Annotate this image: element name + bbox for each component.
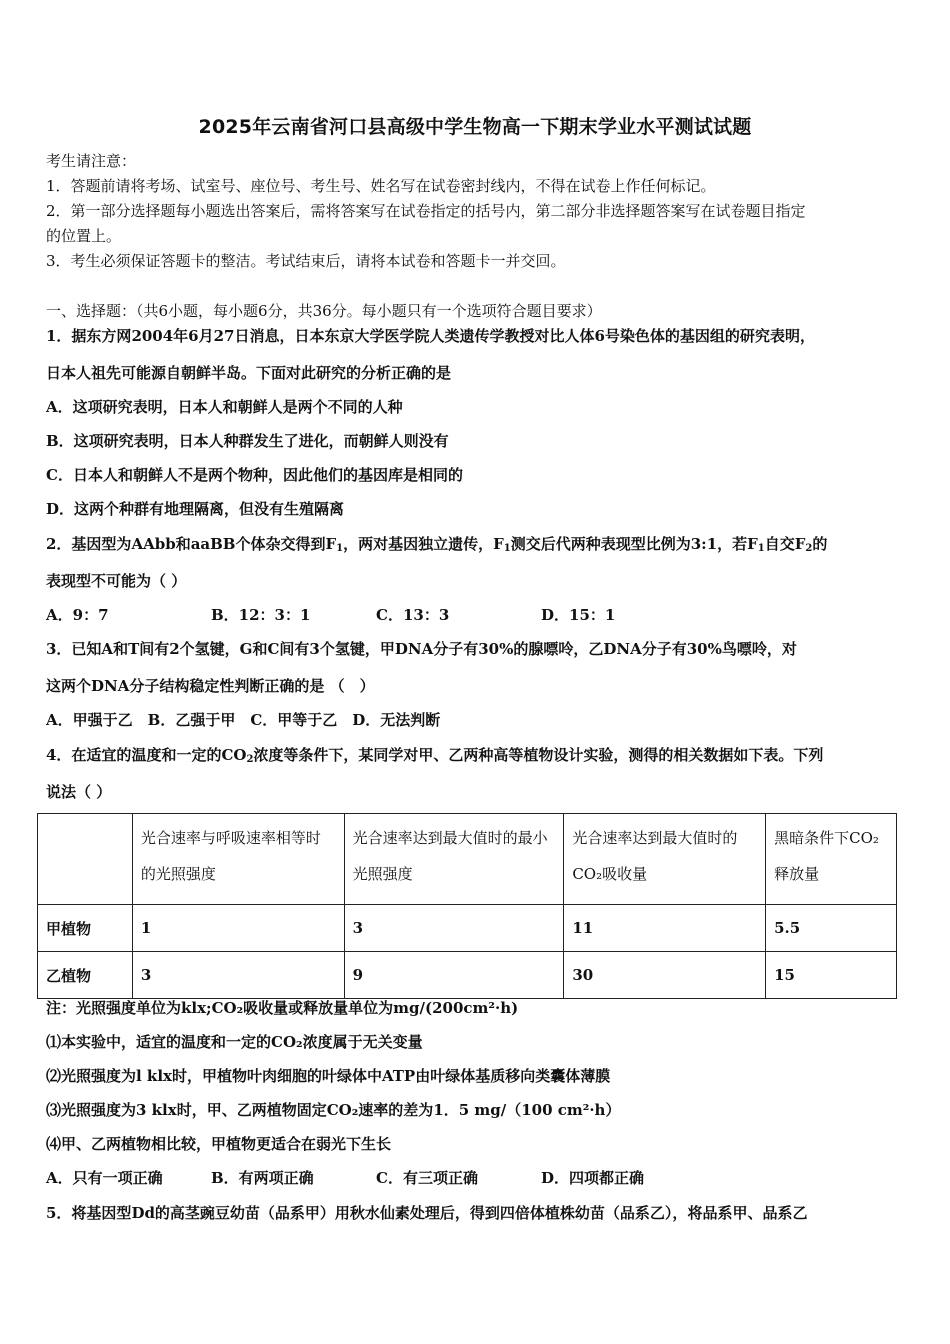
q4-stem: 4．在适宜的温度和一定的$CO_2$浓度等条件下，某同学对甲、乙两种高等植物设计实验，测得的相关数据如下表。下列 (46, 746, 824, 765)
q2-options (46, 605, 615, 625)
table-cell: 甲植物 (38, 905, 133, 952)
q3-stem-cont: 这两个DNA分子结构稳定性判断正确的是 （ ） (46, 677, 375, 695)
q4-stem-cont: 说法（ ） (46, 783, 112, 801)
q4-statement-1: ⑴本实验中，适宜的温度和一定的CO₂浓度属于无关变量 (46, 1033, 423, 1051)
q1-stem: 1．据东方网2004年6月27日消息，日本东京大学医学院人类遗传学教授对比人体6号染色体的基因组的研究表明， (46, 327, 815, 345)
table-row (38, 905, 897, 952)
q2-option-b: B．12：3：1 (211, 606, 311, 624)
q1-option-b: B．这项研究表明，日本人种群发生了进化，而朝鲜人则没有 (46, 432, 449, 450)
q2-stem-cont: 表现型不可能为（ ） (46, 572, 187, 590)
table-cell: 9 (344, 952, 564, 999)
table-header-row (38, 814, 897, 905)
q1-stem-cont: 日本人祖先可能源自朝鲜半岛。下面对此研究的分析正确的是 (46, 364, 452, 382)
table-header-cell: 光合速率与呼吸速率相等时的光照强度 (132, 814, 344, 905)
q1-option-a: A．这项研究表明，日本人和朝鲜人是两个不同的人种 (46, 398, 403, 416)
q4-option-d: D．四项都正确 (541, 1169, 645, 1187)
table-cell: 30 (564, 952, 766, 999)
table-cell: 5.5 (766, 905, 897, 952)
table-header-cell: 光合速率达到最大值时的CO₂吸收量 (564, 814, 766, 905)
q3-options: A．甲强于乙 B．乙强于甲 C．甲等于乙 D．无法判断 (46, 711, 441, 729)
table-row (38, 952, 897, 999)
q4-table-note: 注：光照强度单位为klx;CO₂吸收量或释放量单位为mg/(200cm²·h) (46, 999, 519, 1017)
notice-item-1: 1．答题前请将考场、试室号、座位号、考生号、姓名写在试卷密封线内，不得在试卷上作任何标记。 (46, 177, 716, 195)
table-header-cell: 光合速率达到最大值时的最小光照强度 (344, 814, 564, 905)
table-cell: 1 (132, 905, 344, 952)
q2-option-d: D．15：1 (541, 606, 616, 624)
section-heading: 一、选择题：（共6小题，每小题6分，共36分。每小题只有一个选项符合题目要求） (46, 302, 602, 320)
table-cell: 11 (564, 905, 766, 952)
q2-option-a: A．9：7 (46, 606, 109, 624)
table-cell: 3 (344, 905, 564, 952)
q1-option-d: D．这两个种群有地理隔离，但没有生殖隔离 (46, 500, 345, 518)
q4-statement-4: ⑷甲、乙两植物相比较，甲植物更适合在弱光下生长 (46, 1135, 392, 1153)
notice-item-3: 3．考生必须保证答题卡的整洁。考试结束后，请将本试卷和答题卡一并交回。 (46, 252, 566, 270)
notice-item-2-cont: 的位置上。 (46, 227, 122, 245)
q5-stem: 5．将基因型Dd的高茎豌豆幼苗（品系甲）用秋水仙素处理后，得到四倍体植株幼苗（品系乙），将品系甲、品系乙 (46, 1204, 808, 1222)
exam-title: 2025年云南省河口县高级中学生物高一下期末学业水平测试试题 (198, 116, 752, 138)
q4-option-b: B．有两项正确 (211, 1169, 314, 1187)
q4-statement-2: ⑵光照强度为l klx时，甲植物叶肉细胞的叶绿体中ATP由叶绿体基质移向类囊体薄膜 (46, 1067, 611, 1085)
q1-option-c: C．日本人和朝鲜人不是两个物种，因此他们的基因库是相同的 (46, 466, 463, 484)
table-cell: 15 (766, 952, 897, 999)
q4-statement-3: ⑶光照强度为3 klx时，甲、乙两植物固定CO₂速率的差为1．5 mg/（100 cm²·h） (46, 1101, 621, 1119)
table-cell: 3 (132, 952, 344, 999)
q3-stem: 3．已知A和T间有2个氢键，G和C间有3个氢键，甲DNA分子有30%的腺嘌呤，乙DNA分子有30%鸟嘌呤，对 (46, 640, 797, 658)
q2-option-c: C．13：3 (376, 606, 450, 624)
q4-data-table (37, 813, 897, 999)
notice-heading: 考生请注意： (46, 152, 137, 170)
notice-item-2: 2．第一部分选择题每小题选出答案后，需将答案写在试卷指定的括号内，第二部分非选择题答案写在试卷题目指定 (46, 202, 806, 220)
table-header-cell (38, 814, 133, 905)
table-header-cell: 黑暗条件下CO₂释放量 (766, 814, 897, 905)
q4-options (46, 1168, 644, 1188)
table-cell: 乙植物 (38, 952, 133, 999)
q4-option-a: A．只有一项正确 (46, 1169, 163, 1187)
q4-option-c: C．有三项正确 (376, 1169, 478, 1187)
q2-stem: 2．基因型为AAbb和aaBB个体杂交得到$F_1$，两对基因独立遗传，$F_1$测交后代两种表现型比例为3:1，若$F_1$自交$F_2$的 (46, 535, 828, 554)
